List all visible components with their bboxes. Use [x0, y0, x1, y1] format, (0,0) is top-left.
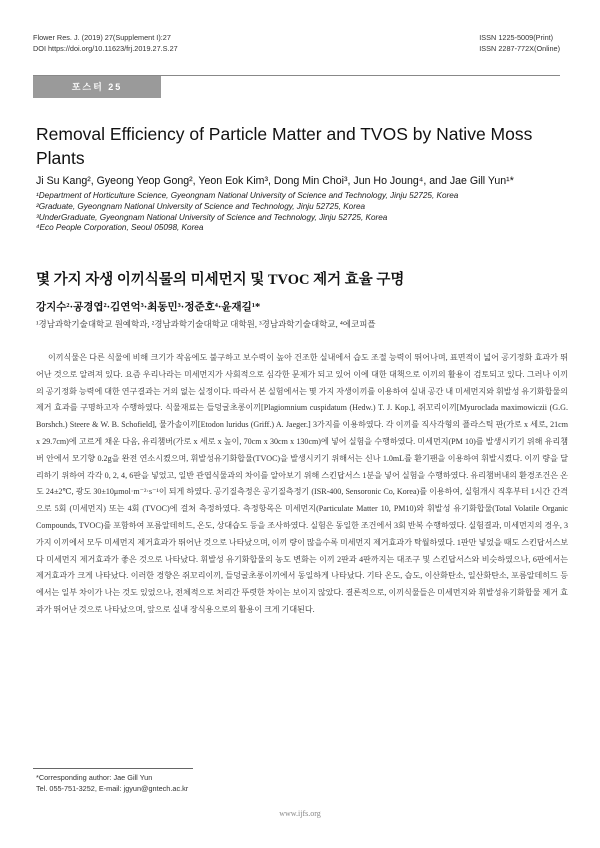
page-url[interactable]: www.ijfs.org: [279, 809, 321, 818]
affiliation-2: ²Graduate, Gyeongnam National University of Science and Technology, Jinju 52725, Korea: [36, 201, 366, 211]
korean-author-list: 강지수²·공경엽²·김연억³·최동민³·정준호⁴·윤재길¹*: [36, 302, 261, 313]
affiliation-4: ⁴Eco People Corporation, Seoul 05098, Korea: [36, 223, 204, 233]
abstract-body: [36, 350, 568, 619]
abstract-text: 이끼식물은 다른 식물에 비해 크기가 작음에도 불구하고 보수력이 높아 건조한 실내에서 습도 조절 능력이 뛰어나며, 표면적이 넓어 공기정화 효과가 뛰어난 것으로 알려져 있다. 요즘 우리나라는 미세먼지가 사회적으로 심각한 문제가 되고 있어 이에 대한 대책으로 이끼의 활용이 검토되고 있다. 그러나 이끼의 공기정화 능력에 대한 연구결과는 거의 없는 실정이다. 따라서 본 실험에서는 몇 가지 자생이끼를 이용하여 실내 공간 내 미세먼지와 휘발성 유기화합물의 제거 효과를 구명하고자 수행하였다. 식물재료는 들덩굴초롱이끼[Plagiomnium cuspidatum (Hedw.) T. J. Kop.], 쥐꼬리이끼[Myuroclada maximowiczii (G.G. Borshch.) Steere & W. B. Schofield], 물가솔이끼[Etodon luridus (Griff.) A. Jaeger.] 3가지를 이용하였다. 각 이끼를 직사각형의 플라스틱 판(가로 x 세로, 21cm x 29.7cm)에 고르게 채운 다음, 유리챔버(가로 x 세로 x 높이, 70cm x 30cm x 130cm)에 넣어 실험을 수행하였다. 미세먼지(PM 10)를 발생시키기 위해 유리챔버 안에서 모기향 0.2g을 완전 연소시켰으며, 휘발성유기화합물(TVOC)을 발생시키기 위해서는 신나 1.0mL를 환기팬을 이용하여 휘발시켰다. 이끼 량을 달리하기 위하여 각각 0, 2, 4, 6판을 넣었고, 일반 관엽식물과의 차이를 알아보기 위해 스킨답서스 1분을 넣어 실험을 수행하였다. 유리챔버내의 환경조건은 온도 24±2℃, 광도 30±10μmol·m⁻²·s⁻¹이 되게 하였다. 공기질측정은 공기질측정기 (ISR-400, Sensoronic Co, Korea)를 이용하여, 실험개시 직후부터 1시간 간격으로 5회 (미세먼지) 또는 4회 (TVOC)에 걸쳐 측정하였다. 측정항목은 미세먼지(Particulate Matter 10, PM10)와 휘발성 유기화합물(Total Volatile Organic Compounds, TVOC)를 포함하여 포름알데히드, 온도, 상대습도 등을 조사하였다. 실험은 동일한 조건에서 3회 반복 수행하였다. 실험결과, 미세먼지의 경우, 3가지 이끼에서 모두 미세먼지 제거효과가 뛰어난 것으로 나타났으며, 이끼 량이 많을수록 미세먼지 제거효과가 탁월하였다. 1판만 넣었을 때도 스킨답서스보다 미세먼지 제거효과가 좋은 것으로 나타났다. 휘발성 유기화합물의 농도 변화는 이끼 2판과 4판까지는 대조구 및 스킨답서스와 비슷하였으나, 6판에서는 제거효과가 크게 나타났다. 이러한 경향은 쥐꼬리이끼, 들덩굴초롱이끼에서 동일하게 나타났다. 기타 온도, 습도, 이산화탄소, 일산화탄소, 포름알데히드 등에서는 일부 차이가 나는 것도 있었으나, 전체적으로 처리간 뚜렷한 차이는 보이지 않았다. 결론적으로, 이끼식물들은 미세먼지와 휘발성유기화합물 제거 효과가 뛰어난 것으로 나타났으며, 앞으로 실내 장식용으로의 활용이 크게 기대된다.: [36, 353, 568, 614]
poster-tag: 포스터 25: [33, 76, 161, 98]
korean-affiliation: ¹경남과학기술대학교 원예학과, ²경남과학기술대학교 대학원, ³경남과학기술대학교, ⁴에코피플: [36, 319, 376, 329]
korean-title: 몇 가지 자생 이끼식물의 미세먼지 및 TVOC 제거 효율 구명: [36, 272, 405, 288]
contact-info: Tel. 055-751-3252, E-mail: jgyun@gntech.ac.kr: [36, 784, 189, 793]
journal-citation: Flower Res. J. (2019) 27(Supplement I):27: [33, 33, 171, 42]
issn-online: ISSN 2287-772X(Online): [479, 43, 560, 53]
footnote: [36, 772, 188, 794]
paper-title: Removal Efficiency of Particle Matter and TVOS by Native Moss Plants: [36, 124, 533, 168]
journal-header: [33, 33, 178, 54]
author-list: Ji Su Kang², Gyeong Yeop Gong², Yeon Eok Kim³, Dong Min Choi³, Jun Ho Joung⁴, and Jae Gill Yun¹*: [36, 175, 514, 187]
issn-block: [479, 33, 560, 54]
affiliation-3: ³UnderGraduate, Gyeongnam National University of Science and Technology, Jinju 52725, Korea: [36, 212, 388, 222]
corresponding-author: *Corresponding author: Jae Gill Yun: [36, 773, 153, 782]
footnote-divider: [33, 768, 193, 769]
affiliation-list: [36, 191, 566, 234]
affiliation-1: ¹Department of Horticulture Science, Gyeongnam National University of Science and Technology, Jinju 52725, Korea: [36, 191, 459, 200]
issn-print: ISSN 1225-5009(Print): [479, 33, 554, 42]
doi-link[interactable]: DOI https://doi.org/10.11623/frj.2019.27.S.27: [33, 43, 178, 53]
